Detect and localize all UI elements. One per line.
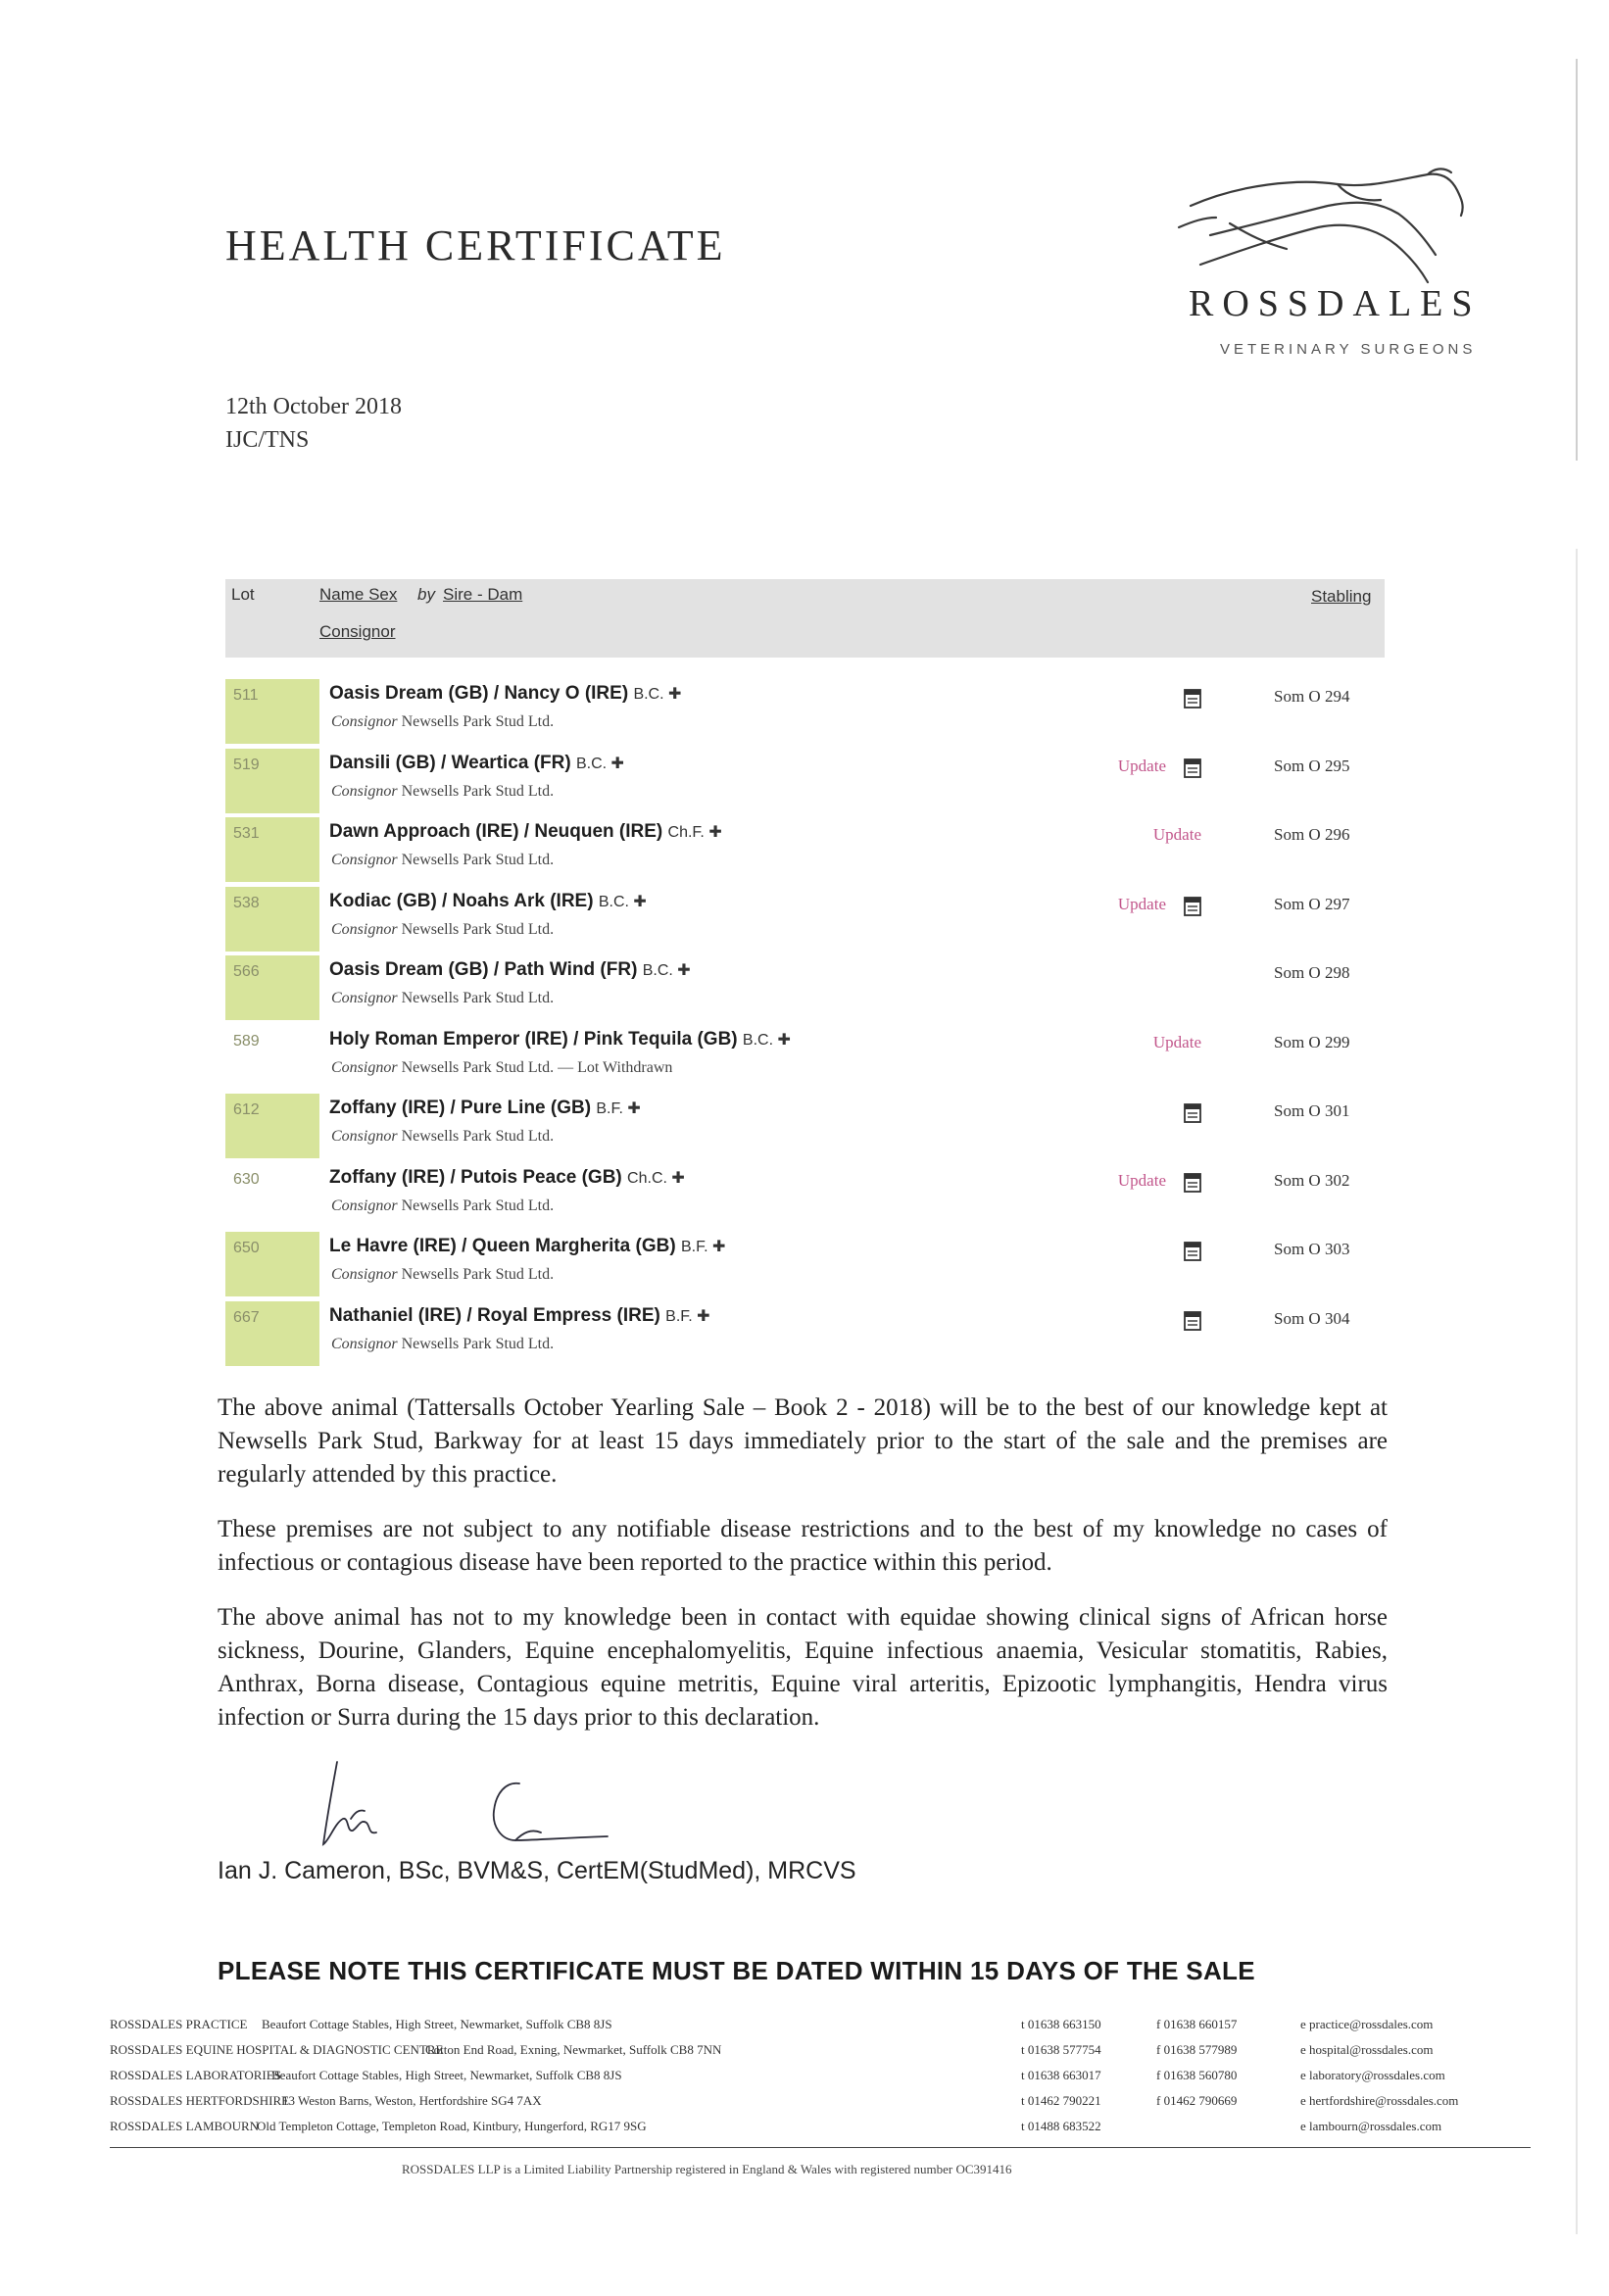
consignor-line <box>331 990 554 1007</box>
footer-email[interactable]: e hertfordshire@rossdales.com <box>1300 2093 1459 2108</box>
horse-pedigree <box>329 753 624 774</box>
stabling-box: Som O 294 <box>1274 687 1350 706</box>
footer-dept: ROSSDALES PRACTICE <box>110 2017 248 2031</box>
lot-number: 511 <box>233 687 259 704</box>
table-row <box>225 1025 1385 1092</box>
table-row <box>225 817 1385 884</box>
plus-icon: ✚ <box>666 1169 685 1187</box>
footer-address: Beaufort Cottage Stables, High Street, Newmarket, Suffolk CB8 8JS <box>262 2017 612 2031</box>
sire-dam: Le Havre (IRE) / Queen Margherita (GB) <box>329 1236 676 1256</box>
consignor-label: Consignor <box>331 990 398 1006</box>
consignor-line <box>331 1197 554 1215</box>
paragraph-premises: These premises are not subject to any notifiable disease restrictions and to the best of my knowledge no cases of infectious or contagious disease have been reported to the practice within this period. <box>218 1516 1388 1576</box>
table-row <box>225 749 1385 815</box>
horse-pedigree <box>329 1305 710 1327</box>
consignor-name: Newsells Park Stud Ltd. <box>401 713 555 730</box>
footer-email[interactable]: e practice@rossdales.com <box>1300 2017 1434 2031</box>
table-row <box>225 1163 1385 1230</box>
sex: B.C. <box>633 686 664 703</box>
footer-dept: ROSSDALES LAMBOURN <box>110 2119 260 2133</box>
footer-email[interactable]: e lambourn@rossdales.com <box>1300 2119 1442 2133</box>
header-consignor: Consignor <box>319 622 396 641</box>
consignor-name: Newsells Park Stud Ltd. <box>401 1128 555 1145</box>
footer-row <box>110 2017 1531 2042</box>
footer-dept: ROSSDALES HERTFORDSHIRE <box>110 2093 290 2108</box>
lot-number: 630 <box>233 1170 260 1188</box>
sex: B.F. <box>665 1307 693 1325</box>
table-header <box>225 579 1385 658</box>
table-row <box>225 1232 1385 1298</box>
sex: Ch.C. <box>627 1169 667 1187</box>
footer-registration: ROSSDALES LLP is a Limited Liability Partnership registered in England & Wales with registered number OC391416 <box>402 2162 1012 2176</box>
consignor-label: Consignor <box>331 1197 398 1214</box>
paragraph-sale: The above animal (Tattersalls October Yearling Sale – Book 2 - 2018) will be to the best of our knowledge kept at Newsells Park Stud, Barkway for at least 15 days immediately prior to the start of the sale and the premises are regularly attended by this practice. <box>218 1394 1388 1488</box>
table-row <box>225 679 1385 746</box>
consignor-name: Newsells Park Stud Ltd. — Lot Withdrawn <box>401 1058 673 1076</box>
footer-email[interactable]: e laboratory@rossdales.com <box>1300 2068 1445 2082</box>
consignor-name: Newsells Park Stud Ltd. <box>401 1197 555 1214</box>
footer-contacts <box>110 2017 1531 2144</box>
sire-dam: Oasis Dream (GB) / Path Wind (FR) <box>329 959 638 980</box>
scan-edge <box>1576 549 1578 2234</box>
table-row <box>225 1094 1385 1160</box>
lot-number: 612 <box>233 1101 260 1118</box>
plus-icon: ✚ <box>607 755 624 772</box>
horse-pedigree <box>329 821 722 843</box>
consignor-label: Consignor <box>331 1128 398 1145</box>
stabling-box: Som O 303 <box>1274 1240 1350 1258</box>
table-row <box>225 887 1385 953</box>
sex: B.C. <box>642 962 673 979</box>
consignor-line <box>331 852 554 869</box>
footer-phone: t 01638 577754 <box>1021 2042 1101 2057</box>
paragraph-disease-contact: The above animal has not to my knowledge been in contact with equidae showing clinical signs of African horse sickness, Dourine, Glanders, Equine encephalomyelitis, Equine infectious anaemia, Vesicular stomatitis, Rabies, Anthrax, Borna disease, Contagious equine metritis, Equine viral arteritis, Epizootic lymphangitis, Hendra virus infection or Surra during the 15 days prior to this declaration. <box>218 1604 1388 1731</box>
document-icon[interactable] <box>1184 689 1201 708</box>
consignor-line <box>331 921 554 939</box>
plus-icon: ✚ <box>692 1307 710 1325</box>
certificate-title: HEALTH CERTIFICATE <box>225 221 726 269</box>
footer-phone: t 01638 663150 <box>1021 2017 1101 2031</box>
consignor-line <box>331 1059 672 1077</box>
footer-dept: ROSSDALES EQUINE HOSPITAL & DIAGNOSTIC CENTRE <box>110 2042 444 2057</box>
lot-number: 667 <box>233 1308 260 1326</box>
stabling-box: Som O 304 <box>1274 1308 1350 1328</box>
consignor-line <box>331 1336 554 1353</box>
consignor-line <box>331 713 554 731</box>
scan-edge <box>1576 59 1578 461</box>
consignor-name: Newsells Park Stud Ltd. <box>401 920 555 938</box>
footer-phone: t 01488 683522 <box>1021 2119 1101 2133</box>
sex: B.C. <box>742 1031 774 1049</box>
logo-tagline: VETERINARY SURGEONS <box>1220 341 1477 358</box>
footer-row <box>110 2068 1531 2093</box>
footer-row <box>110 2042 1531 2068</box>
plus-icon: ✚ <box>704 824 722 841</box>
lot-number: 566 <box>233 963 260 980</box>
plus-icon: ✚ <box>773 1031 791 1049</box>
header-by: by <box>417 585 435 604</box>
document-icon[interactable] <box>1184 1242 1201 1261</box>
horse-pedigree <box>329 959 691 981</box>
sire-dam: Kodiac (GB) / Noahs Ark (IRE) <box>329 890 594 911</box>
consignor-label: Consignor <box>331 1058 398 1076</box>
stabling-box: Som O 296 <box>1274 825 1350 844</box>
horse-pedigree <box>329 1236 725 1257</box>
header-name-sex: Name Sex <box>319 585 398 604</box>
sire-dam: Nathaniel (IRE) / Royal Empress (IRE) <box>329 1304 660 1326</box>
sex: B.C. <box>575 755 608 772</box>
footer-email[interactable]: e hospital@rossdales.com <box>1300 2042 1434 2057</box>
reference-code: IJC/TNS <box>225 427 310 453</box>
document-icon[interactable] <box>1184 758 1201 778</box>
sex: B.F. <box>680 1239 708 1255</box>
horse-pedigree <box>329 1029 791 1050</box>
lot-number: 650 <box>233 1240 260 1256</box>
consignor-name: Newsells Park Stud Ltd. <box>401 1335 555 1352</box>
sire-dam: Dansili (GB) / Weartica (FR) <box>329 752 571 773</box>
lot-number: 519 <box>233 756 260 773</box>
plus-icon: ✚ <box>622 1100 641 1117</box>
footer-address: 13 Weston Barns, Weston, Hertfordshire SG4 7AX <box>282 2093 542 2108</box>
rossdales-logo <box>1171 167 1494 372</box>
update-link[interactable]: Update <box>1117 894 1166 913</box>
sire-dam: Oasis Dream (GB) / Nancy O (IRE) <box>329 683 629 704</box>
stabling-box: Som O 298 <box>1274 963 1350 982</box>
header-sire-dam: Sire - Dam <box>443 585 523 604</box>
horse-pedigree <box>329 683 681 705</box>
plus-icon: ✚ <box>663 686 682 703</box>
footer-phone: t 01638 663017 <box>1021 2068 1101 2082</box>
sire-dam: Zoffany (IRE) / Putois Peace (GB) <box>329 1166 622 1188</box>
document-icon[interactable] <box>1184 1103 1201 1123</box>
consignor-label: Consignor <box>331 852 398 868</box>
footer-fax: f 01638 577989 <box>1156 2042 1238 2057</box>
header-stabling: Stabling <box>1311 587 1372 606</box>
consignor-name: Newsells Park Stud Ltd. <box>401 990 555 1006</box>
consignor-line <box>331 1266 554 1284</box>
consignor-name: Newsells Park Stud Ltd. <box>401 782 555 800</box>
consignor-name: Newsells Park Stud Ltd. <box>401 1266 555 1283</box>
logo-wordmark: ROSSDALES <box>1189 283 1482 324</box>
horse-logo-icon <box>1171 167 1494 294</box>
footer-phone: t 01462 790221 <box>1021 2093 1101 2108</box>
consignor-label: Consignor <box>331 782 398 800</box>
consignor-label: Consignor <box>331 713 398 730</box>
horse-pedigree <box>329 891 647 912</box>
footer-fax: f 01462 790669 <box>1156 2093 1238 2108</box>
stabling-box: Som O 302 <box>1274 1170 1350 1190</box>
consignor-name: Newsells Park Stud Ltd. <box>401 852 555 868</box>
consignor-label: Consignor <box>331 920 398 938</box>
plus-icon: ✚ <box>628 893 647 910</box>
table-row <box>225 955 1385 1022</box>
stabling-box: Som O 295 <box>1274 756 1350 775</box>
update-link[interactable]: Update <box>1152 1032 1201 1051</box>
horse-pedigree <box>329 1167 685 1189</box>
sex: B.F. <box>596 1100 623 1117</box>
sex: B.C. <box>598 893 629 910</box>
lot-number: 538 <box>233 894 260 911</box>
stabling-box: Som O 301 <box>1274 1101 1350 1120</box>
lot-number: 531 <box>233 825 260 842</box>
footer-address: Beaufort Cottage Stables, High Street, Newmarket, Suffolk CB8 8JS <box>271 2068 622 2082</box>
sire-dam: Zoffany (IRE) / Pure Line (GB) <box>329 1098 592 1118</box>
horse-pedigree <box>329 1098 641 1119</box>
sex: Ch.F. <box>667 824 705 841</box>
stabling-box: Som O 299 <box>1274 1032 1350 1051</box>
footer-address: Cotton End Road, Exning, Newmarket, Suffolk CB8 7NN <box>425 2042 722 2057</box>
update-link[interactable]: Update <box>1117 756 1166 775</box>
footer-divider <box>110 2147 1531 2148</box>
update-link[interactable]: Update <box>1117 1170 1166 1190</box>
footer-fax: f 01638 560780 <box>1156 2068 1238 2082</box>
stabling-box: Som O 297 <box>1274 894 1350 913</box>
certificate-date: 12th October 2018 <box>225 394 402 419</box>
sire-dam: Holy Roman Emperor (IRE) / Pink Tequila (GB) <box>329 1028 738 1050</box>
lot-number: 589 <box>233 1032 260 1050</box>
consignor-line <box>331 1128 554 1146</box>
letter-meta <box>225 390 402 457</box>
update-link[interactable]: Update <box>1152 825 1201 844</box>
document-icon[interactable] <box>1184 897 1201 916</box>
dating-notice: PLEASE NOTE THIS CERTIFICATE MUST BE DATED WITHIN 15 DAYS OF THE SALE <box>218 1956 1255 1985</box>
signature <box>314 1754 627 1862</box>
sire-dam: Dawn Approach (IRE) / Neuquen (IRE) <box>329 821 663 842</box>
footer-fax: f 01638 660157 <box>1156 2017 1238 2031</box>
document-icon[interactable] <box>1184 1311 1201 1331</box>
plus-icon: ✚ <box>672 962 691 979</box>
footer-address: Old Templeton Cottage, Templeton Road, Kintbury, Hungerford, RG17 9SG <box>257 2119 647 2133</box>
consignor-line <box>331 783 554 801</box>
footer-row <box>110 2093 1531 2119</box>
footer-row <box>110 2119 1531 2144</box>
plus-icon: ✚ <box>707 1239 726 1255</box>
consignor-label: Consignor <box>331 1266 398 1283</box>
footer-dept: ROSSDALES LABORATORIES <box>110 2068 281 2082</box>
table-row <box>225 1301 1385 1368</box>
consignor-label: Consignor <box>331 1335 398 1352</box>
header-lot: Lot <box>231 585 255 604</box>
signer-name: Ian J. Cameron, BSc, BVM&S, CertEM(StudMed), MRCVS <box>218 1857 856 1884</box>
document-icon[interactable] <box>1184 1173 1201 1193</box>
